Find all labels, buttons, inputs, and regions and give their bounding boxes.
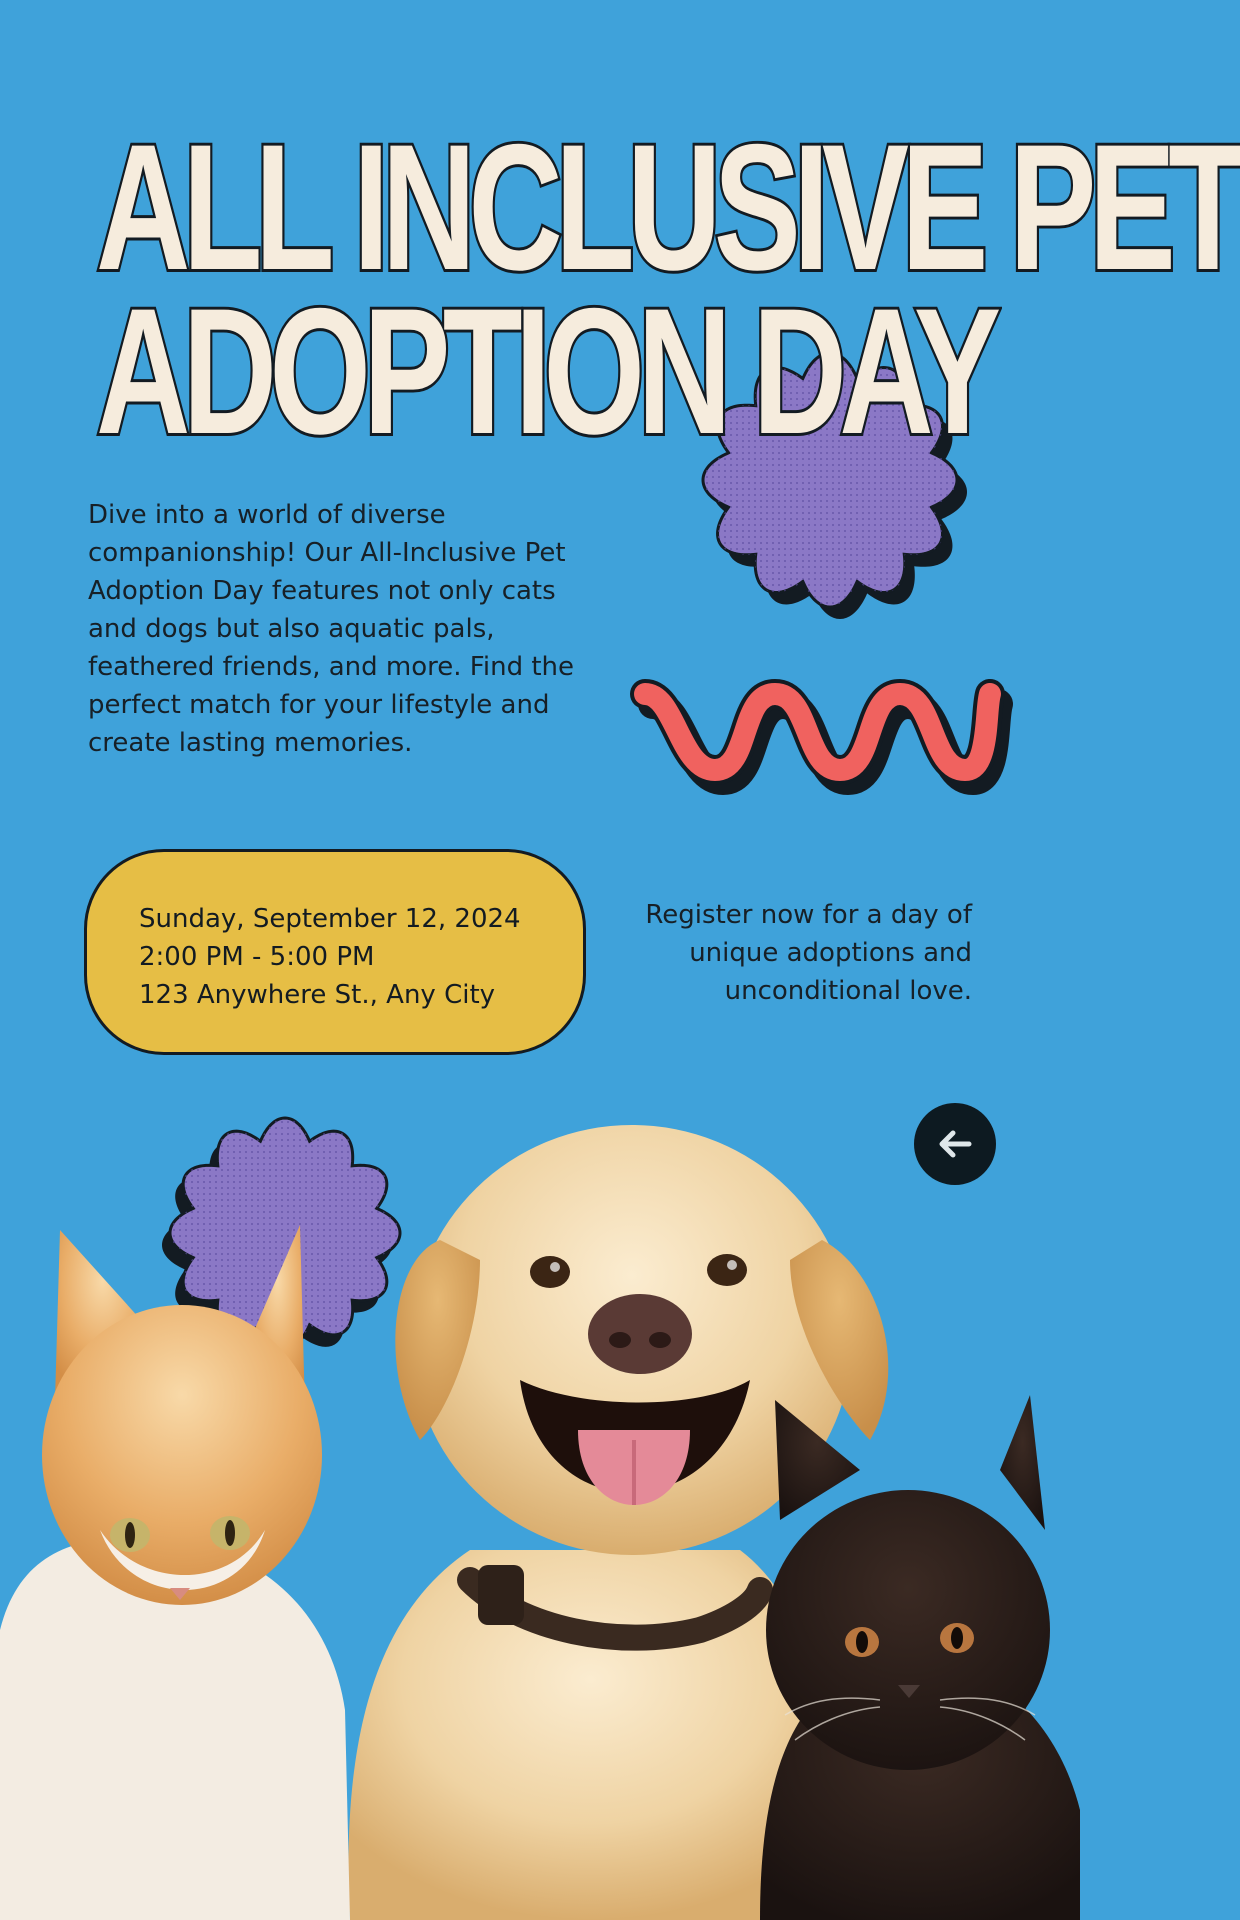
- title-line-1: ALL INCLUSIVE PET: [96, 107, 1240, 308]
- orange-cat: [0, 1225, 350, 1920]
- event-time: 2:00 PM - 5:00 PM: [139, 942, 375, 972]
- event-date: Sunday, September 12, 2024: [139, 904, 521, 934]
- black-cat: [760, 1395, 1080, 1920]
- pets-illustration: [0, 1110, 1080, 1920]
- event-info-pill: [84, 849, 586, 1055]
- register-text: Register now for a day of unique adoptions and unconditional love.: [645, 900, 972, 1006]
- description-text: Dive into a world of diverse companionship! Our All-Inclusive Pet Adoption Day features not only cats and dogs but also aquatic pals, feathered friends, and more. Find the perfect match for your lifestyle and create lasting memories.: [88, 500, 575, 758]
- event-address: 123 Anywhere St., Any City: [139, 980, 496, 1010]
- title-line-2: ADOPTION DAY: [96, 271, 994, 472]
- squiggle-shape: [630, 670, 1000, 790]
